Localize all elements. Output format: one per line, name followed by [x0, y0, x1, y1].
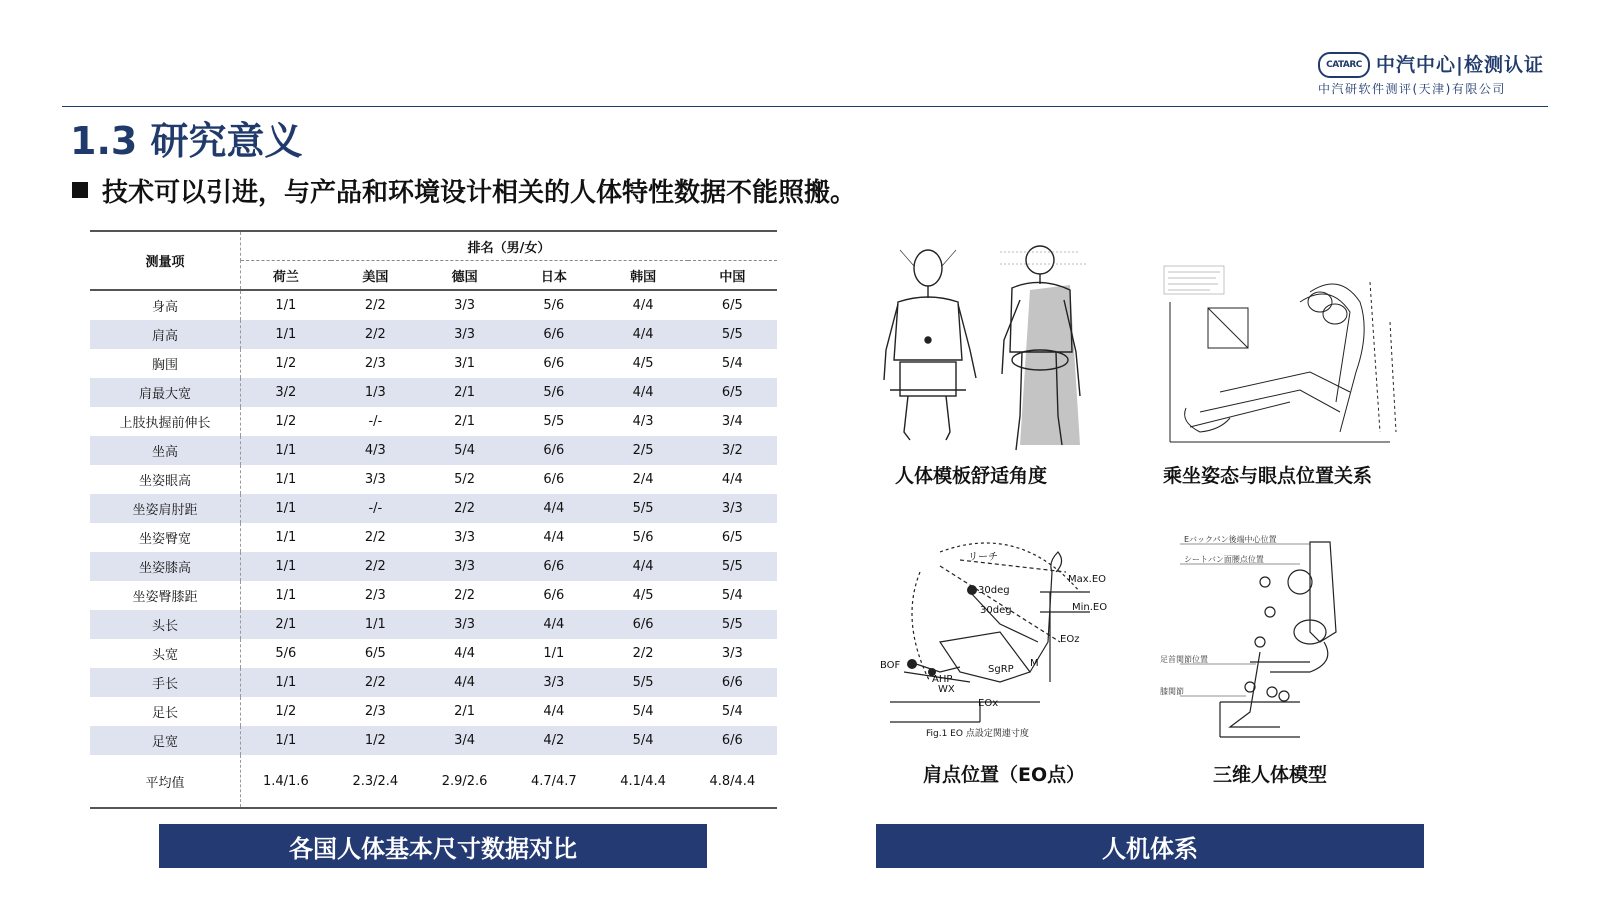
row-label: 坐姿眼高 — [90, 465, 241, 494]
column-header-country: 日本 — [509, 261, 598, 291]
label-m: M — [1030, 658, 1039, 669]
table-cell: 4/5 — [632, 588, 654, 603]
table-cell: 5/5 — [598, 494, 687, 523]
label-wx: WX — [938, 684, 955, 695]
table-cell: 3/2 — [688, 436, 777, 465]
table-row — [90, 378, 777, 407]
table-cell: 2/1 — [454, 414, 476, 429]
table-cell: 5/6 — [275, 646, 297, 661]
table-cell: 2/1 — [241, 610, 331, 639]
table-cell: -/- — [368, 414, 383, 429]
row-label: 上肢执握前伸长 — [90, 407, 241, 436]
seating-posture-illustration — [1160, 262, 1410, 452]
table-cell: 1/1 — [275, 588, 297, 603]
figure-human-template — [880, 240, 1110, 455]
row-label: 坐姿臀宽 — [90, 523, 241, 552]
ergonomics-caption-bar: 人机体系 — [876, 824, 1424, 868]
table-row — [90, 668, 777, 697]
column-header-country: 韩国 — [598, 261, 687, 291]
table-row — [90, 436, 777, 465]
table-cell: 3/2 — [241, 378, 331, 407]
table-cell: 6/6 — [543, 356, 565, 371]
table-row — [90, 523, 777, 552]
table-cell: 3/3 — [364, 472, 386, 487]
table-cell: 2/2 — [454, 588, 476, 603]
table-cell: 5/4 — [632, 704, 654, 719]
table-cell: 2/2 — [364, 298, 386, 313]
table-cell: 6/6 — [598, 610, 687, 639]
table-cell: 3/3 — [420, 320, 509, 349]
table-cell: 3/3 — [509, 668, 598, 697]
table-cell: 1/1 — [241, 494, 331, 523]
row-label: 坐高 — [90, 436, 241, 465]
row-label: 坐姿臀膝距 — [90, 581, 241, 610]
row-label: 手长 — [90, 668, 241, 697]
table-cell: 2/3 — [364, 356, 386, 371]
label-backpan-center: Eバックパン後端中心位置 — [1184, 535, 1277, 544]
table-cell: 5/4 — [721, 588, 743, 603]
table-cell: 1/2 — [275, 356, 297, 371]
table-cell: 2/2 — [632, 646, 654, 661]
human-template-illustration — [880, 240, 1110, 455]
row-label: 坐姿膝高 — [90, 552, 241, 581]
table-row — [90, 581, 777, 610]
table-cell: 3/1 — [454, 356, 476, 371]
caption-3d-human-model: 三维人体模型 — [1213, 764, 1328, 786]
table-cell: 5/5 — [688, 552, 777, 581]
table-cell: 5/4 — [420, 436, 509, 465]
table-cell: 5/5 — [598, 668, 687, 697]
table-cell: 6/5 — [721, 298, 743, 313]
table-cell: 4/4 — [509, 494, 598, 523]
table-cell: 2/5 — [598, 436, 687, 465]
table-cell: 2/3 — [364, 704, 386, 719]
row-label: 头宽 — [90, 639, 241, 668]
bullet-text: 技术可以引进，与产品和环境设计相关的人体特性数据不能照搬。 — [102, 178, 857, 208]
table-body — [90, 290, 777, 808]
table-cell: 2/2 — [331, 552, 420, 581]
table-cell: 2/1 — [420, 378, 509, 407]
column-header-ranking: 排名（男/女） — [241, 231, 778, 261]
table-cell: 6/5 — [721, 530, 743, 545]
table-cell: 1/1 — [275, 530, 297, 545]
page-title: 1.3 研究意义 — [70, 119, 303, 163]
label-min-eo: Min.EO — [1072, 602, 1108, 613]
table-cell: 6/6 — [509, 552, 598, 581]
row-label: 肩高 — [90, 320, 241, 349]
table-cell: 3/3 — [721, 646, 743, 661]
logo-title: 中汽中心|检测认证 — [1376, 54, 1544, 76]
table-cell: 4.7/4.7 — [509, 755, 598, 808]
row-label: 坐姿肩肘距 — [90, 494, 241, 523]
table-cell: 3/3 — [454, 530, 476, 545]
table-cell: 4/4 — [598, 378, 687, 407]
table-cell: 6/6 — [543, 588, 565, 603]
table-cell: 4/4 — [721, 472, 743, 487]
row-label: 肩最大宽 — [90, 378, 241, 407]
table-row — [90, 494, 777, 523]
column-header-country: 德国 — [420, 261, 509, 291]
table-cell: 4/4 — [543, 704, 565, 719]
table-row — [90, 407, 777, 436]
table-cell: 6/6 — [509, 320, 598, 349]
table-cell: 5/4 — [721, 356, 743, 371]
table-cell: 2/3 — [364, 588, 386, 603]
table-cell: 6/6 — [688, 726, 777, 755]
square-bullet-icon — [72, 182, 88, 198]
logo-subtitle: 中汽研软件测评(天津)有限公司 — [1318, 82, 1506, 96]
table-row — [90, 290, 777, 320]
eo-point-marker — [967, 585, 977, 595]
table-cell: 4.8/4.4 — [688, 755, 777, 808]
label-reach: リーチ — [968, 552, 998, 563]
table-cell: 5/2 — [454, 472, 476, 487]
table-cell: 4/4 — [420, 668, 509, 697]
table-cell: 5/6 — [543, 298, 565, 313]
row-label: 足长 — [90, 697, 241, 726]
table-row — [90, 697, 777, 726]
row-label: 头长 — [90, 610, 241, 639]
caption-human-template: 人体模板舒适角度 — [895, 465, 1048, 487]
table-cell: 1/1 — [543, 646, 565, 661]
table-cell: 1/1 — [275, 298, 297, 313]
table-cell: 3/3 — [688, 494, 777, 523]
table-cell: 4.1/4.4 — [598, 755, 687, 808]
table-cell: 5/5 — [688, 610, 777, 639]
header-divider — [62, 106, 1548, 107]
table-cell: 1/1 — [241, 320, 331, 349]
table-cell: 4/4 — [598, 320, 687, 349]
table-row — [90, 639, 777, 668]
table-cell: 6/6 — [509, 436, 598, 465]
caption-eo-point: 肩点位置（EO点） — [923, 764, 1086, 786]
table-cell: 1/1 — [275, 472, 297, 487]
row-label: 胸围 — [90, 349, 241, 378]
table-row — [90, 610, 777, 639]
figure-3d-human-model — [1160, 532, 1370, 744]
table-cell: 3/3 — [454, 298, 476, 313]
label-sgrp: SgRP — [988, 664, 1014, 675]
table-cell: 1/1 — [241, 552, 331, 581]
figure-eo-point — [880, 532, 1110, 744]
table-cell: 1/1 — [241, 726, 331, 755]
label-ankle-joint: 足首関節位置 — [1160, 655, 1208, 664]
table-cell: 4/2 — [509, 726, 598, 755]
label-30deg-2: 30deg — [980, 605, 1012, 616]
table-cell: 5/6 — [632, 530, 654, 545]
table-cell: -/- — [331, 494, 420, 523]
figure-seating-posture — [1160, 262, 1410, 452]
table-cell: 2/2 — [331, 320, 420, 349]
table-cell: 1/3 — [331, 378, 420, 407]
table-cell: 1/2 — [331, 726, 420, 755]
table-cell: 1/2 — [275, 704, 297, 719]
label-max-eo: Max.EO — [1068, 574, 1107, 585]
table-cell: 2/2 — [364, 530, 386, 545]
column-header-item: 测量项 — [90, 231, 241, 290]
table-cell: 1/1 — [241, 668, 331, 697]
label-seat-waist: シートバン面腰点位置 — [1184, 555, 1264, 564]
table-row — [90, 552, 777, 581]
bullet-text-line — [72, 172, 856, 209]
column-header-country: 荷兰 — [241, 261, 331, 291]
table-cell: 1/1 — [241, 436, 331, 465]
table-cell: 4/5 — [632, 356, 654, 371]
column-header-country: 中国 — [688, 261, 777, 291]
label-bof: BOF — [880, 660, 901, 671]
row-label: 足宽 — [90, 726, 241, 755]
table-cell: 4/4 — [454, 646, 476, 661]
table-cell: 3/3 — [420, 552, 509, 581]
table-cell: 2/2 — [420, 494, 509, 523]
table-cell: 4/4 — [598, 552, 687, 581]
logo-badge: CATARC — [1318, 52, 1370, 78]
body-size-ranking-table — [90, 230, 777, 809]
label-ahp: AHP — [932, 674, 953, 685]
table-row — [90, 320, 777, 349]
eo-point-diagram — [880, 532, 1110, 744]
table-cell: 5/5 — [688, 320, 777, 349]
table-cell: 3/4 — [721, 414, 743, 429]
table-cell: 4/4 — [632, 298, 654, 313]
table-cell: 1/1 — [331, 610, 420, 639]
table-cell: 4/3 — [632, 414, 654, 429]
table-cell: 6/6 — [688, 668, 777, 697]
table-cell: 2.3/2.4 — [331, 755, 420, 808]
table-cell: 5/4 — [721, 704, 743, 719]
table-cell: 2/1 — [454, 704, 476, 719]
label-eox: EOx — [978, 698, 999, 709]
table-caption-bar: 各国人体基本尺寸数据对比 — [159, 824, 707, 868]
label-30deg-1: 30deg — [978, 585, 1010, 596]
table-cell: 6/5 — [688, 378, 777, 407]
table-cell: 5/5 — [543, 414, 565, 429]
table-cell: 4/4 — [543, 530, 565, 545]
label-knee-joint: 膝関節 — [1160, 687, 1184, 696]
table-cell: 2/2 — [331, 668, 420, 697]
row-label: 平均值 — [90, 755, 241, 808]
table-cell: 6/6 — [543, 472, 565, 487]
table-cell: 2.9/2.6 — [420, 755, 509, 808]
table-cell: 6/5 — [364, 646, 386, 661]
3d-human-model-illustration — [1160, 532, 1370, 744]
label-eoz: EOz — [1060, 634, 1080, 645]
table-row — [90, 726, 777, 755]
column-header-country: 美国 — [331, 261, 420, 291]
table-cell: 5/4 — [598, 726, 687, 755]
table-cell: 5/6 — [509, 378, 598, 407]
label-fig-note: Fig.1 EO 点設定関連寸度 — [926, 729, 1029, 739]
table-cell: 3/4 — [420, 726, 509, 755]
average-row — [90, 755, 777, 808]
table-cell: 1.4/1.6 — [241, 755, 331, 808]
table-cell: 4/4 — [509, 610, 598, 639]
table-cell: 2/4 — [632, 472, 654, 487]
table-row — [90, 349, 777, 378]
row-label: 身高 — [90, 290, 241, 320]
table-cell: 4/3 — [331, 436, 420, 465]
table-cell: 1/2 — [275, 414, 297, 429]
table-row — [90, 465, 777, 494]
caption-seating-posture: 乘坐姿态与眼点位置关系 — [1163, 465, 1373, 487]
table-cell: 3/3 — [420, 610, 509, 639]
company-logo — [1318, 50, 1548, 100]
